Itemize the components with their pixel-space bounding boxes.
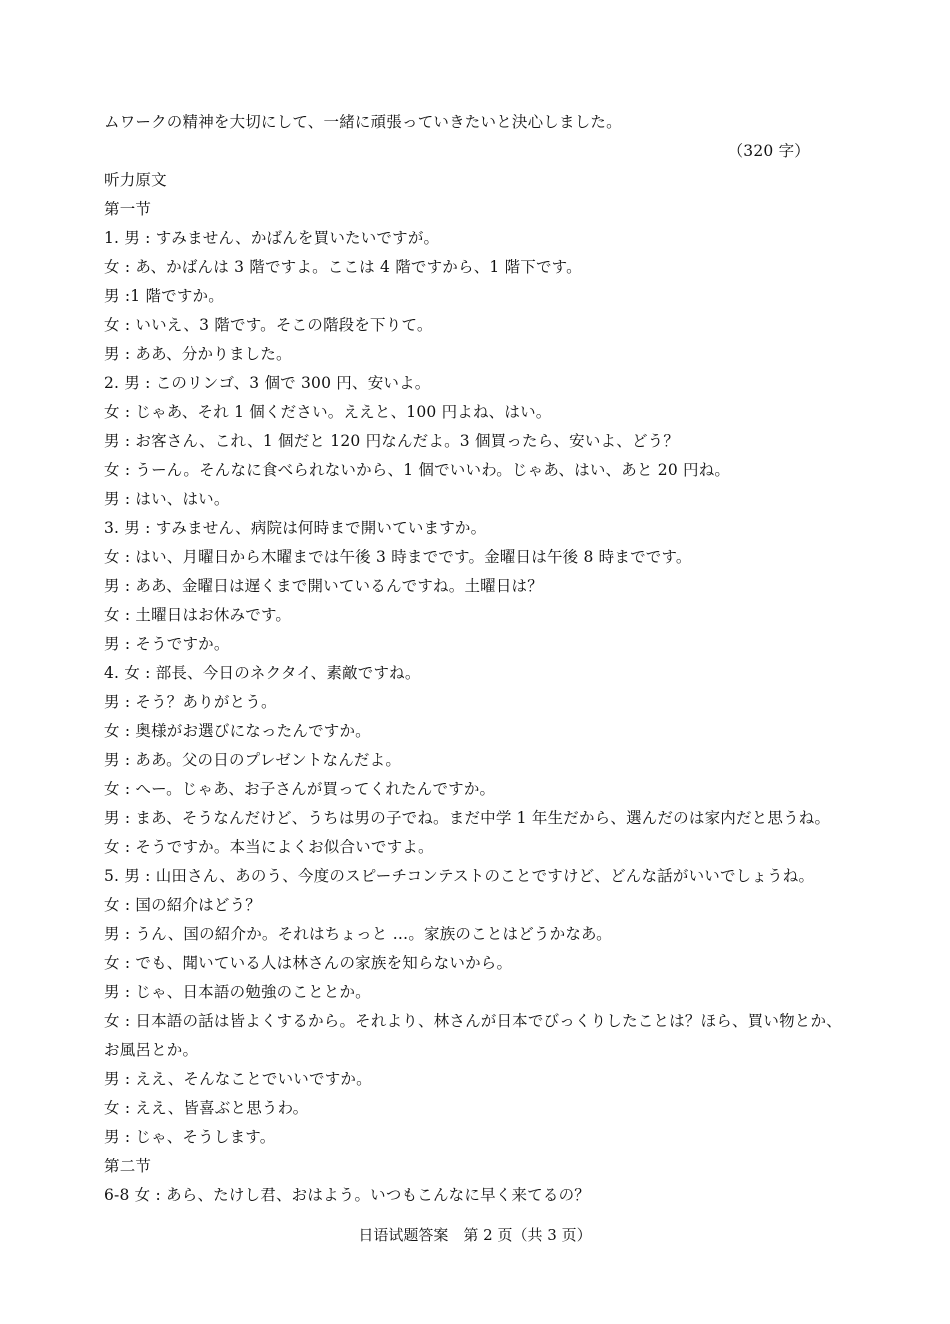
word-count: （320 字） (727, 142, 810, 160)
dialogue-line: 女 : でも、聞いている人は林さんの家族を知らないから。 (104, 954, 513, 972)
dialogue-line: 女 : はい、月曜日から木曜までは午後 3 時までです。金曜日は午後 8 時までです。 (104, 548, 692, 566)
dialogue-line: 女 : いいえ、3 階です。そこの階段を下りて。 (104, 316, 433, 334)
subsection-heading: 第一节 (104, 200, 152, 218)
body-text (104, 108, 842, 1210)
dialogue-line: 男 : ああ、金曜日は遅くまで開いているんですね。土曜日は？ (104, 577, 543, 595)
dialogue-line: 6-8 女 : あら、たけし君、おはよう。いつもこんなに早く来てるの？ (104, 1186, 590, 1204)
dialogue-line: 男 : そうですか。 (104, 635, 230, 653)
dialogue-line: お風呂とか。 (104, 1041, 199, 1059)
dialogue-line: 男 : お客さん、これ、1 個だと 120 円なんだよ。3 個買ったら、安いよ、どう？ (104, 432, 680, 450)
dialogue-line: 男 : まあ、そうなんだけど、うちは男の子でね。まだ中学 1 年生だから、選んだのは家内だと思うね。 (104, 809, 831, 827)
dialogue-line: 2. 男 : このリンゴ、3 個で 300 円、安いよ。 (104, 374, 431, 392)
dialogue-line: 女 : うーん。そんなに食べられないから、1 個でいいわ。じゃあ、はい、あと 20 円ね。 (104, 461, 731, 479)
dialogue-line: 男 : じゃ、そうします。 (104, 1128, 276, 1146)
dialogue-line: 男 : うん、国の紹介か。それはちょっと …。家族のことはどうかなあ。 (104, 925, 612, 943)
dialogue-line: 女 : じゃあ、それ 1 個ください。ええと、100 円よね、はい。 (104, 403, 552, 421)
dialogue-line: 女 : 土曜日はお休みです。 (104, 606, 292, 624)
dialogue-line: 女 : そうですか。本当によくお似合いですよ。 (104, 838, 434, 856)
dialogue-line: 女 : 日本語の話は皆よくするから。それより、林さんが日本でびっくりしたことは？ほら、買い物とか、 (104, 1012, 842, 1030)
dialogue-line: 5. 男 : 山田さん、あのう、今度のスピーチコンテストのことですけど、どんな話がいいでしょうね。 (104, 867, 815, 885)
dialogue-line: 男 :1 階ですか。 (104, 287, 224, 305)
text-line: ムワークの精神を大切にして、一緒に頑張っていきたいと決心しました。 (104, 113, 622, 131)
dialogue-line: 女 : あ、かばんは 3 階ですよ。ここは 4 階ですから、1 階下です。 (104, 258, 582, 276)
dialogue-line: 男 : ああ。父の日のプレゼントなんだよ。 (104, 751, 402, 769)
dialogue-line: 男 : じゃ、日本語の勉強のこととか。 (104, 983, 371, 1001)
dialogue-line: 1. 男 : すみません、かばんを買いたいですが。 (104, 229, 440, 247)
dialogue-line: 女 : へー。じゃあ、お子さんが買ってくれたんですか。 (104, 780, 496, 798)
dialogue-line: 4. 女 : 部長、今日のネクタイ、素敵ですね。 (104, 664, 421, 682)
dialogue-line: 女 : ええ、皆喜ぶと思うわ。 (104, 1099, 309, 1117)
section-heading: 听力原文 (104, 171, 167, 189)
dialogue-line: 女 : 奥様がお選びになったんですか。 (104, 722, 371, 740)
dialogue-line: 男 : ああ、分かりました。 (104, 345, 292, 363)
dialogue-line: 3. 男 : すみません、病院は何時まで開いていますか。 (104, 519, 487, 537)
subsection-heading: 第二节 (104, 1157, 152, 1175)
dialogue-line: 男 : はい、はい。 (104, 490, 230, 508)
dialogue-line: 男 : そう？ありがとう。 (104, 693, 277, 711)
dialogue-line: 男 : ええ、そんなことでいいですか。 (104, 1070, 372, 1088)
dialogue-line: 女 : 国の紹介はどう？ (104, 896, 261, 914)
page-footer: 日语试题答案 第 2 页（共 3 页） (358, 1226, 592, 1244)
